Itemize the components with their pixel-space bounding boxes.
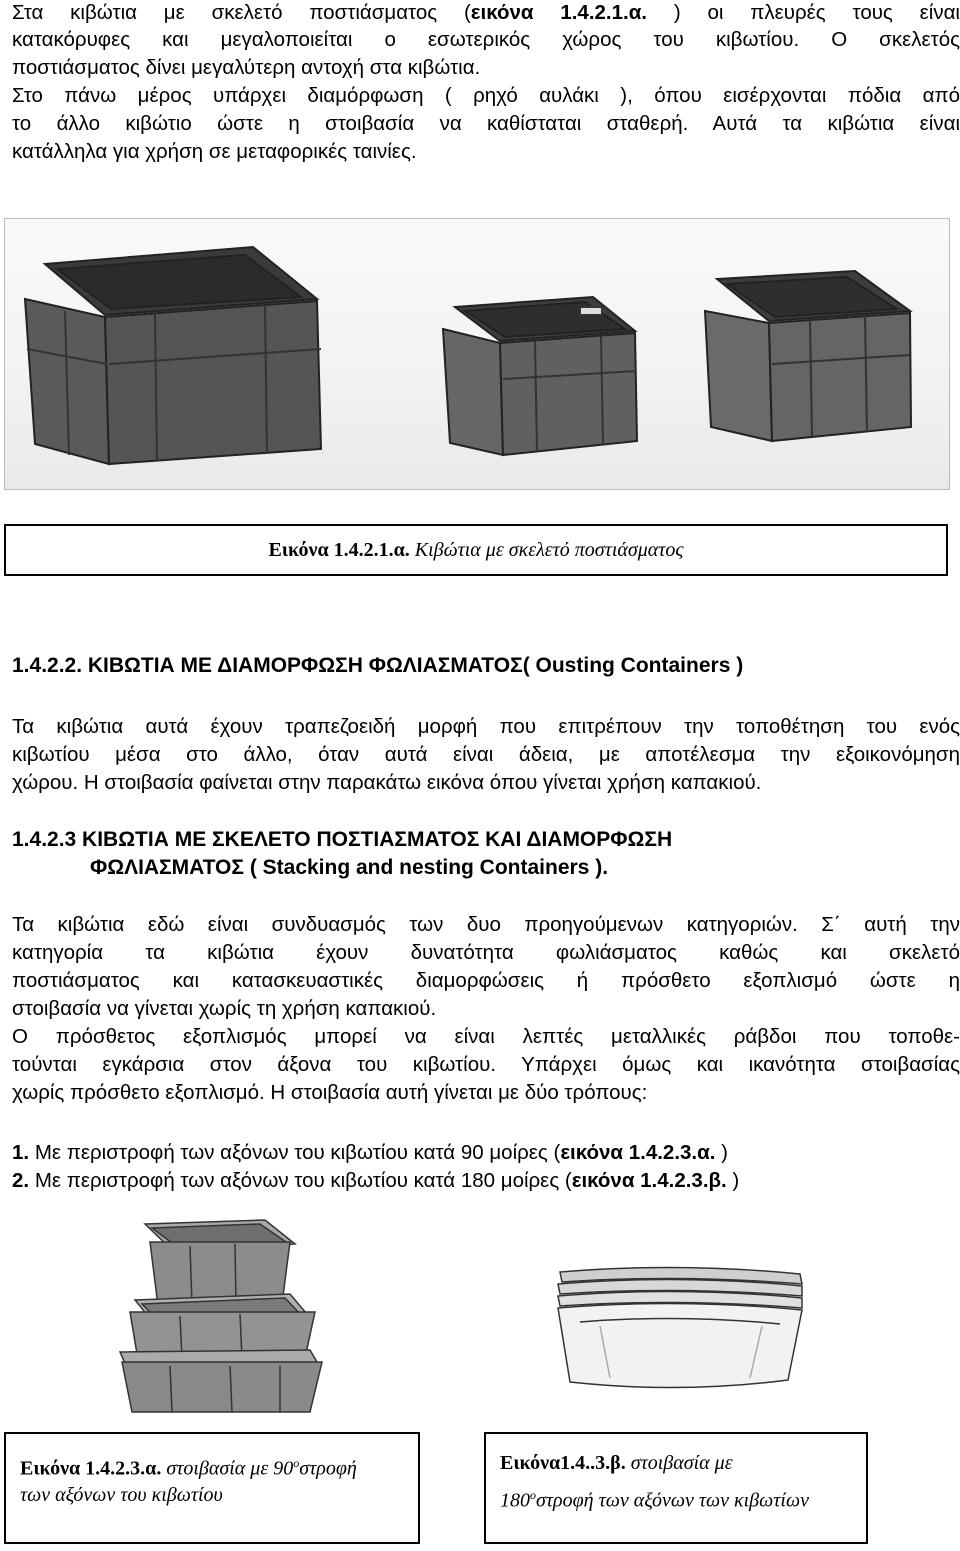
intro-line-3: ποστιάσματος δίνει μεγαλύτερη αντοχή στα κιβώτια. — [12, 56, 481, 79]
list-text: ) — [726, 1169, 740, 1192]
caption-line-1 — [20, 1448, 357, 1484]
crates-illustration — [5, 219, 949, 489]
caption-text: στοιβασία με 90 — [161, 1457, 294, 1480]
nesting-line-3: χώρου. Η στοιβασία φαίνεται στην παρακάτω εικόνα όπου γίνεται χρήση καπακιού. — [12, 771, 762, 794]
caption-line-2: των αξόνων του κιβωτίου — [20, 1484, 223, 1506]
list-text: Με περιστροφή των αξόνων του κιβωτίου κατά 90 μοίρες ( — [34, 1141, 561, 1164]
figure-ref: εικόνα 1.4.2.3.β. — [571, 1169, 727, 1192]
intro-text: ) οι πλευρές τους είναι — [647, 1, 960, 24]
stack-90-photo — [90, 1212, 330, 1417]
intro-line-1 — [12, 0, 960, 26]
intro-line-2: κατακόρυφες και μεγαλοποιείται ο εσωτερικός χώρος του κιβωτίου. Ο σκελετός — [12, 28, 960, 51]
intro-line-4: Στο πάνω μέρος υπάρχει διαμόρφωση ( ρηχό αυλάκι ), όπου εισέρχονται πόδια από — [12, 84, 960, 107]
intro-line-5: το άλλο κιβώτιο ώστε η στοιβασία να καθίσταται σταθερή. Αυτά τα κιβώτια είναι — [12, 112, 960, 135]
list-text: Με περιστροφή των αξόνων του κιβωτίου κατά 180 μοίρες ( — [34, 1169, 572, 1192]
stack-180-photo — [540, 1262, 820, 1402]
figure-1-caption — [4, 524, 948, 576]
large-crate — [25, 247, 321, 464]
stacking-line-4: στοιβασία να γίνεται χωρίς τη χρήση καπακιού. — [12, 997, 437, 1020]
crates-photo — [4, 218, 950, 490]
figure-2b-caption — [484, 1432, 868, 1544]
caption-text: στροφή των αξόνων των κιβωτίων — [536, 1489, 809, 1512]
figure-ref: εικόνα 1.4.2.3.α. — [560, 1141, 716, 1164]
section-heading-stacking: 1.4.2.3 ΚΙΒΩΤΙΑ ΜΕ ΣΚΕΛΕΤΟ ΠΟΣΤΙΑΣΜΑΤΟΣ ΚΑΙ ΔΙΑΜΟΡΦΩΣΗ — [12, 828, 673, 851]
caption-text: στροφή — [299, 1457, 357, 1480]
medium-crate — [443, 297, 637, 455]
intro-line-6: κατάλληλα για χρήση σε μεταφορικές ταινίες. — [12, 140, 417, 163]
stacking-line-1: Τα κιβώτια εδώ είναι συνδυασμός των δυο προηγούμενων κατηγοριών. Σ΄ αυτή την — [12, 913, 960, 936]
list-item — [12, 1168, 960, 1194]
list-number: 1. — [12, 1141, 30, 1164]
section-heading-stacking-cont: ΦΩΛΙΑΣΜΑΤΟΣ ( Stacking and nesting Containers ). — [90, 856, 609, 879]
list-item — [12, 1140, 960, 1166]
intro-text: Στα κιβώτια με σκελετό ποστιάσματος ( — [12, 1, 471, 24]
small-crate — [705, 271, 911, 441]
caption-line-2 — [500, 1480, 809, 1516]
caption-text: στοιβασία με — [625, 1452, 733, 1474]
stacking-line-7: χωρίς πρόσθετο εξοπλισμό. Η στοιβασία αυτή γίνεται με δύο τρόπους: — [12, 1081, 648, 1104]
stacking-line-2: κατηγορία τα κιβώτια έχουν δυνατότητα φωλιάσματος καθώς και σκελετό — [12, 941, 960, 964]
stacking-line-3: ποστιάσματος και κατασκευαστικές διαμορφώσεις ή πρόσθετο εξοπλισμό ώστε η — [12, 969, 960, 992]
degree-sup: ο — [530, 1488, 536, 1502]
caption-text: 180 — [500, 1489, 530, 1512]
degree-sup: ο — [293, 1456, 300, 1470]
list-text: ) — [715, 1141, 728, 1164]
stack-180-illustration — [540, 1262, 820, 1402]
section-heading-nesting: 1.4.2.2. ΚΙΒΩΤΙΑ ΜΕ ΔΙΑΜΟΡΦΩΣΗ ΦΩΛΙΑΣΜΑΤΟΣ( Ousting Containers ) — [12, 654, 744, 677]
stacking-line-6: τούνται εγκάρσια στον άξονα του κιβωτίου. Υπάρχει όμως και ικανότητα στοιβασίας — [12, 1053, 960, 1076]
caption-label: Εικόνα 1.4.2.1.α. — [268, 539, 410, 561]
caption-line-1 — [500, 1448, 733, 1478]
nesting-line-1: Τα κιβώτια αυτά έχουν τραπεζοειδή μορφή που επιτρέπουν την τοποθέτηση του ενός — [12, 715, 960, 738]
figure-ref: εικόνα 1.4.2.1.α. — [470, 1, 648, 24]
figure-2a-caption — [4, 1432, 420, 1544]
stack-90-illustration — [90, 1212, 330, 1417]
caption-text: Κιβώτια με σκελετό ποστιάσματος — [409, 539, 684, 561]
list-number: 2. — [12, 1169, 30, 1192]
caption-label: Εικόνα1.4..3.β. — [500, 1452, 626, 1474]
stacking-line-5: Ο πρόσθετος εξοπλισμός μπορεί να είναι λεπτές μεταλλικές ράβδοι που τοποθε- — [12, 1025, 960, 1048]
caption-label: Εικόνα 1.4.2.3.α. — [20, 1457, 162, 1480]
nesting-line-2: κιβωτίου μέσα στο άλλο, όταν αυτά είναι άδεια, με αποτέλεσμα την εξοικονόμηση — [12, 743, 960, 766]
